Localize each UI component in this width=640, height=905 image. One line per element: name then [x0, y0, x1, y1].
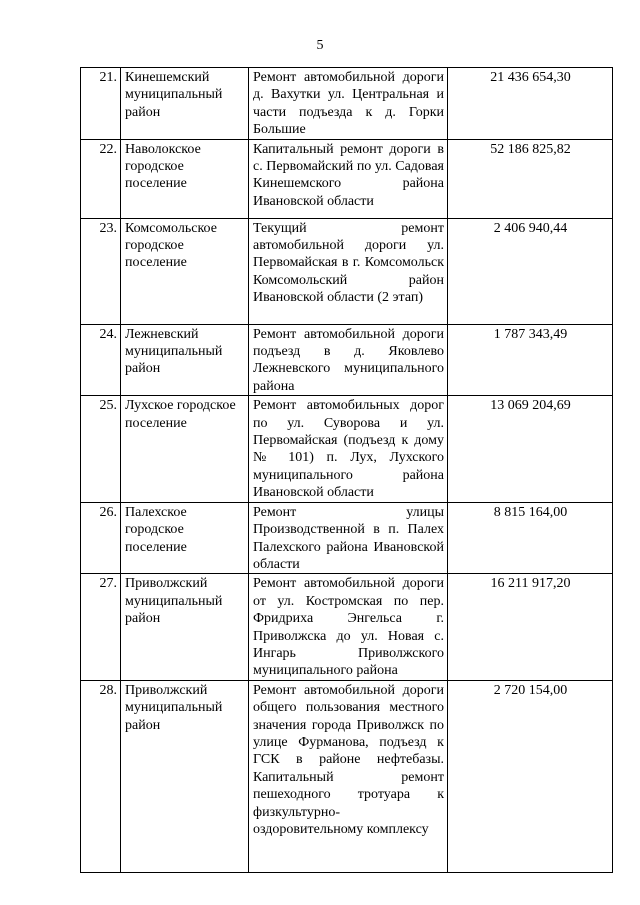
- row-number: 28.: [81, 680, 121, 872]
- row-number: 25.: [81, 396, 121, 502]
- table-row: [81, 502, 613, 574]
- table-row: [81, 396, 613, 502]
- municipality-name: Приволжский муниципальный район: [121, 574, 249, 680]
- table-row: [81, 324, 613, 396]
- municipality-name: Приволжский муниципальный район: [121, 680, 249, 872]
- funding-amount: 1 787 343,49: [448, 324, 613, 396]
- municipality-name: Комсомольское городское поселение: [121, 218, 249, 324]
- funding-amount: 16 211 917,20: [448, 574, 613, 680]
- work-description: Ремонт автомобильной дороги от ул. Костромская по пер. Фридриха Энгельса г. Приволжска до ул. Новая с. Ингарь Приволжского муниципального района: [249, 574, 448, 680]
- row-number: 23.: [81, 218, 121, 324]
- table-row: [81, 680, 613, 872]
- page-number: 5: [316, 38, 324, 53]
- municipality-name: Кинешемский муниципальный район: [121, 68, 249, 140]
- funding-amount: 13 069 204,69: [448, 396, 613, 502]
- table-row: [81, 574, 613, 680]
- row-number: 26.: [81, 502, 121, 574]
- work-description: Ремонт улицы Производственной в п. Палех Палехского района Ивановской области: [249, 502, 448, 574]
- row-number: 21.: [81, 68, 121, 140]
- table-row: [81, 68, 613, 140]
- row-number: 22.: [81, 139, 121, 218]
- funding-amount: 8 815 164,00: [448, 502, 613, 574]
- work-description: Ремонт автомобильной дороги д. Вахутки ул. Центральная и части подъезда к д. Горки Большие: [249, 68, 448, 140]
- work-description: Ремонт автомобильных дорог по ул. Суворова и ул. Первомайская (подъезд к дому № 101) п. Лух, Лухского муниципального района Ивановской области: [249, 396, 448, 502]
- municipality-name: Лежневский муниципальный район: [121, 324, 249, 396]
- table-row: [81, 139, 613, 218]
- funding-amount: 2 406 940,44: [448, 218, 613, 324]
- funding-amount: 21 436 654,30: [448, 68, 613, 140]
- funding-table: [80, 67, 613, 873]
- row-number: 27.: [81, 574, 121, 680]
- work-description: Ремонт автомобильной дороги подъезд в д. Яковлево Лежневского муниципального района: [249, 324, 448, 396]
- table-row: [81, 218, 613, 324]
- municipality-name: Наволокское городское поселение: [121, 139, 249, 218]
- funding-amount: 2 720 154,00: [448, 680, 613, 872]
- municipality-name: Лухское городское поселение: [121, 396, 249, 502]
- work-description: Ремонт автомобильной дороги общего пользования местного значения города Приволжск по улице Фурманова, подъезд к ГСК в районе нефтебазы. Капитальный ремонт пешеходного тротуара к физкультурно-оздоровительному комплексу: [249, 680, 448, 872]
- funding-amount: 52 186 825,82: [448, 139, 613, 218]
- work-description: Текущий ремонт автомобильной дороги ул. Первомайская в г. Комсомольск Комсомольский район Ивановской области (2 этап): [249, 218, 448, 324]
- work-description: Капитальный ремонт дороги в с. Первомайский по ул. Садовая Кинешемского района Ивановской области: [249, 139, 448, 218]
- row-number: 24.: [81, 324, 121, 396]
- municipality-name: Палехское городское поселение: [121, 502, 249, 574]
